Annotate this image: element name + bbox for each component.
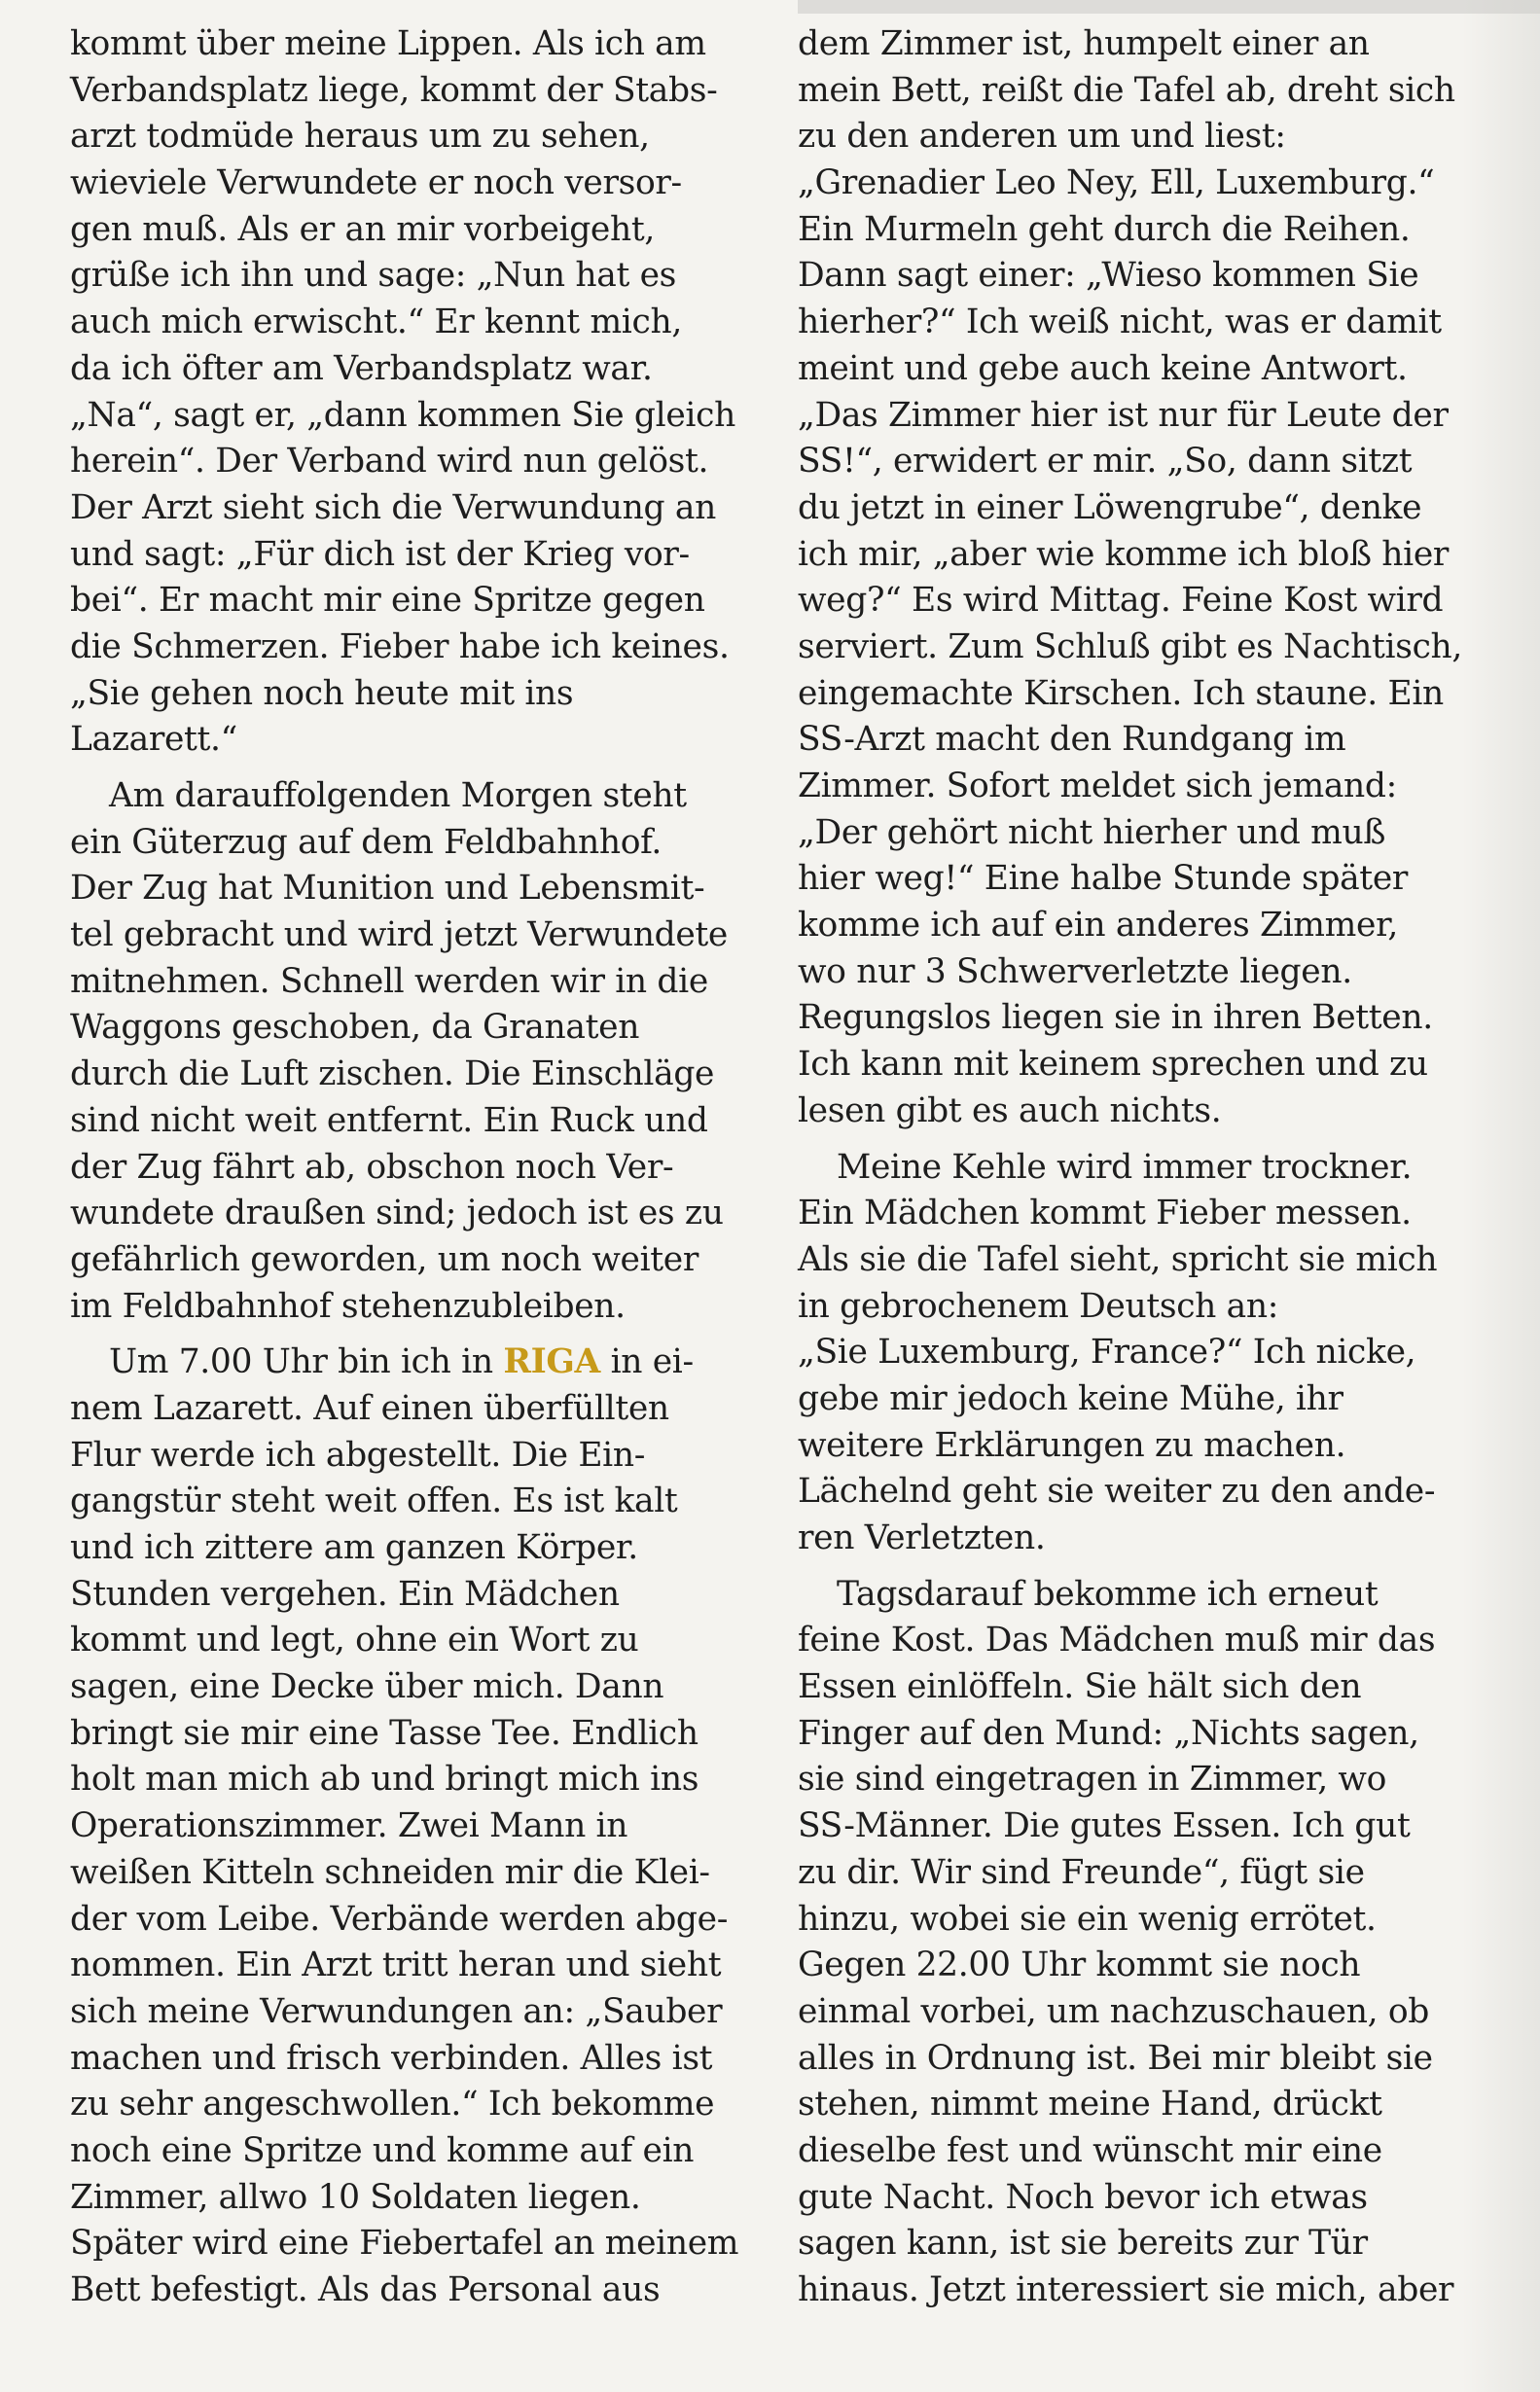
- text-line: feine Kost. Das Mädchen muß mir das: [798, 1621, 1436, 1660]
- text-line: komme ich auf ein anderes Zimmer,: [798, 906, 1399, 946]
- text-line: Ich kann mit keinem sprechen und zu: [798, 1045, 1428, 1085]
- text-line: bringt sie mir eine Tasse Tee. Endlich: [70, 1713, 698, 1753]
- text-line: tel gebracht und wird jetzt Verwundete: [70, 915, 728, 955]
- text-line: Lazarett.“: [70, 720, 237, 760]
- text-line: Am darauffolgenden Morgen steht: [109, 776, 687, 815]
- text-line: Dann sagt einer: „Wieso kommen Sie: [798, 256, 1419, 296]
- text-line: SS-Männer. Die gutes Essen. Ich gut: [798, 1806, 1411, 1846]
- text-line: der Zug fährt ab, obschon noch Ver-: [70, 1147, 674, 1187]
- text-line: wieviele Verwundete er noch versor-: [70, 163, 682, 203]
- text-line: Meine Kehle wird immer trockner.: [837, 1147, 1413, 1187]
- text-line: Finger auf den Mund: „Nichts sagen,: [798, 1713, 1419, 1753]
- text-line: gefährlich geworden, um noch weiter: [70, 1239, 698, 1279]
- paragraph: [798, 21, 1479, 1135]
- paragraph: [798, 1145, 1479, 1562]
- paragraph: [70, 1339, 751, 2313]
- text-line: gen muß. Als er an mir vorbeigeht,: [70, 209, 655, 249]
- text-line: du jetzt in einer Löwengrube“, denke: [798, 487, 1422, 527]
- text-line: Essen einlöffeln. Sie hält sich den: [798, 1667, 1362, 1707]
- text-line: Regungslos liegen sie in ihren Betten.: [798, 998, 1433, 1038]
- text-line: dem Zimmer ist, humpelt einer an: [798, 24, 1370, 63]
- text-line: herein“. Der Verband wird nun gelöst.: [70, 442, 709, 482]
- text-line: auch mich erwischt.“ Er kennt mich,: [70, 303, 682, 342]
- text-line: Waggons geschoben, da Granaten: [70, 1008, 640, 1048]
- paragraph: [70, 21, 751, 764]
- text-line: Um 7.00 Uhr bin ich in RIGA in ei-: [109, 1342, 694, 1382]
- text-column-right: [798, 21, 1479, 2324]
- text-line: Als sie die Tafel sieht, spricht sie mich: [798, 1239, 1438, 1279]
- text-line: „Das Zimmer hier ist nur für Leute der: [798, 395, 1449, 435]
- text-line: wundete draußen sind; jedoch ist es zu: [70, 1194, 724, 1233]
- text-line: Ein Murmeln geht durch die Reihen.: [798, 209, 1411, 249]
- text-line: gangstür steht weit offen. Es ist kalt: [70, 1482, 678, 1521]
- text-line: Später wird eine Fiebertafel an meinem: [70, 2224, 739, 2264]
- text-line: gute Nacht. Noch bevor ich etwas: [798, 2177, 1368, 2217]
- text-line: ren Verletzten.: [798, 1518, 1046, 1557]
- text-line: kommt und legt, ohne ein Wort zu: [70, 1621, 639, 1660]
- text-line: Verbandsplatz liege, kommt der Stabs-: [70, 70, 718, 110]
- text-line: dieselbe fest und wünscht mir eine: [798, 2130, 1382, 2170]
- text-line: Flur werde ich abgestellt. Die Ein-: [70, 1435, 646, 1475]
- text-line: weg?“ Es wird Mittag. Feine Kost wird: [798, 581, 1444, 621]
- text-line: die Schmerzen. Fieber habe ich keines.: [70, 626, 730, 666]
- text-line: da ich öfter am Verbandsplatz war.: [70, 348, 653, 388]
- text-line: nommen. Ein Arzt tritt heran und sieht: [70, 1946, 722, 1985]
- text-line: hinzu, wobei sie ein wenig errötet.: [798, 1899, 1377, 1939]
- text-line: arzt todmüde heraus um zu sehen,: [70, 117, 650, 157]
- text-line: sich meine Verwundungen an: „Sauber: [70, 1991, 723, 2031]
- text-line: „Sie Luxemburg, France?“ Ich nicke,: [798, 1333, 1416, 1373]
- text-line: Der Zug hat Munition und Lebensmit-: [70, 869, 705, 909]
- text-line: holt man mich ab und bringt mich ins: [70, 1760, 699, 1800]
- text-line: sagen, eine Decke über mich. Dann: [70, 1667, 664, 1707]
- text-line: alles in Ordnung ist. Bei mir bleibt sie: [798, 2038, 1433, 2078]
- text-line: „Na“, sagt er, „dann kommen Sie gleich: [70, 395, 735, 435]
- text-line: eingemachte Kirschen. Ich staune. Ein: [798, 673, 1444, 713]
- text-line: in gebrochenem Deutsch an:: [798, 1286, 1279, 1326]
- text-line: SS!“, erwidert er mir. „So, dann sitzt: [798, 442, 1413, 482]
- text-line: grüße ich ihn und sage: „Nun hat es: [70, 256, 677, 296]
- text-line: mein Bett, reißt die Tafel ab, dreht sich: [798, 70, 1455, 110]
- text-line: Ein Mädchen kommt Fieber messen.: [798, 1194, 1412, 1233]
- text-line: hierher?“ Ich weiß nicht, was er damit: [798, 303, 1442, 342]
- text-line: zu den anderen um und liest:: [798, 117, 1286, 157]
- text-line: hinaus. Jetzt interessiert sie mich, aber: [798, 2270, 1454, 2309]
- text-line: „Der gehört nicht hierher und muß: [798, 812, 1386, 852]
- text-line: kommt über meine Lippen. Als ich am: [70, 24, 706, 63]
- text-line: zu dir. Wir sind Freunde“, fügt sie: [798, 1852, 1365, 1892]
- text-line: machen und frisch verbinden. Alles ist: [70, 2038, 713, 2078]
- text-line: nem Lazarett. Auf einen überfüllten: [70, 1388, 669, 1428]
- text-line: Stunden vergehen. Ein Mädchen: [70, 1574, 620, 1614]
- text-line: wo nur 3 Schwerverletzte liegen.: [798, 951, 1352, 991]
- text-line: gebe mir jedoch keine Mühe, ihr: [798, 1378, 1343, 1418]
- text-line: weißen Kitteln schneiden mir die Klei-: [70, 1852, 710, 1892]
- text-line: Lächelnd geht sie weiter zu den ande-: [798, 1472, 1436, 1512]
- text-column-left: [70, 21, 751, 2324]
- text-line: lesen gibt es auch nichts.: [798, 1090, 1222, 1130]
- text-line: stehen, nimmt meine Hand, drückt: [798, 2085, 1382, 2124]
- text-line: und sagt: „Für dich ist der Krieg vor-: [70, 534, 690, 574]
- text-line: der vom Leibe. Verbände werden abge-: [70, 1899, 729, 1939]
- text-line: Zimmer. Sofort meldet sich jemand:: [798, 767, 1397, 805]
- text-line: „Sie gehen noch heute mit ins: [70, 673, 574, 713]
- text-line: serviert. Zum Schluß gibt es Nachtisch,: [798, 626, 1463, 666]
- text-line: im Feldbahnhof stehenzubleiben.: [70, 1286, 626, 1326]
- text-line: zu sehr angeschwollen.“ Ich bekomme: [70, 2085, 715, 2124]
- text-line: „Grenadier Leo Ney, Ell, Luxemburg.“: [798, 163, 1435, 203]
- text-line: durch die Luft zischen. Die Einschläge: [70, 1054, 715, 1094]
- paragraph: [70, 773, 751, 1330]
- paragraph: [798, 1572, 1479, 2314]
- text-line: Bett befestigt. Als das Personal aus: [70, 2270, 661, 2309]
- text-line: hier weg!“ Eine halbe Stunde später: [798, 859, 1409, 899]
- text-line: sagen kann, ist sie bereits zur Tür: [798, 2224, 1368, 2264]
- text-line: und ich zittere am ganzen Körper.: [70, 1528, 638, 1567]
- place-name-highlight: RIGA: [503, 1342, 600, 1382]
- text-line: Tagsdarauf bekomme ich erneut: [837, 1574, 1379, 1614]
- text-line: mitnehmen. Schnell werden wir in die: [70, 961, 708, 1001]
- text-line: sie sind eingetragen in Zimmer, wo: [798, 1760, 1387, 1800]
- text-line: noch eine Spritze und komme auf ein: [70, 2130, 695, 2170]
- text-line: ein Güterzug auf dem Feldbahnhof.: [70, 822, 662, 862]
- text-line: sind nicht weit entfernt. Ein Ruck und: [70, 1100, 708, 1140]
- text-line: weitere Erklärungen zu machen.: [798, 1425, 1346, 1465]
- text-line: meint und gebe auch keine Antwort.: [798, 348, 1408, 388]
- text-line: einmal vorbei, um nachzuschauen, ob: [798, 1991, 1430, 2031]
- text-line: bei“. Er macht mir eine Spritze gegen: [70, 581, 705, 621]
- text-line: SS-Arzt macht den Rundgang im: [798, 720, 1346, 760]
- text-line: Gegen 22.00 Uhr kommt sie noch: [798, 1946, 1361, 1985]
- text-line: Der Arzt sieht sich die Verwundung an: [70, 487, 716, 527]
- text-line: Operationszimmer. Zwei Mann in: [70, 1806, 628, 1846]
- text-line: ich mir, „aber wie komme ich bloß hier: [798, 534, 1450, 574]
- text-line: Zimmer, allwo 10 Soldaten liegen.: [70, 2177, 641, 2217]
- scan-edge-top: [798, 0, 1540, 14]
